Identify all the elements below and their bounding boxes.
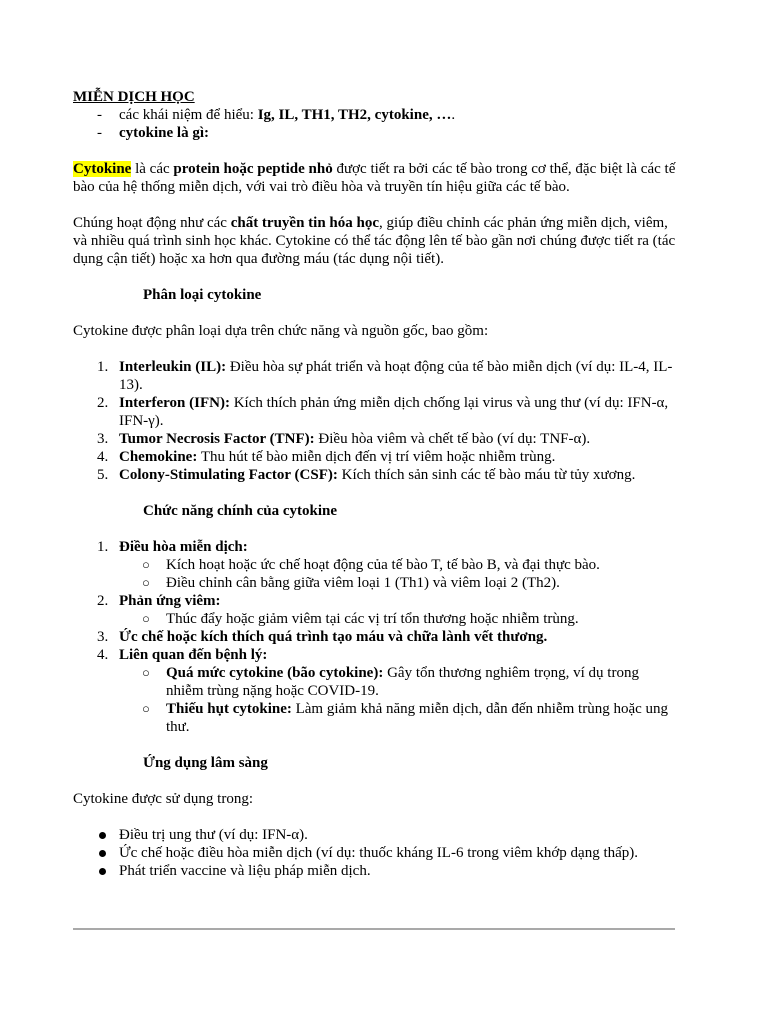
sub-list-item: ○ Thúc đẩy hoặc giảm viêm tại các vị trí tổn thương hoặc nhiễm trùng. — [142, 611, 579, 627]
definition-paragraph: Cytokine là các protein hoặc peptide nhỏ được tiết ra bởi các tế bào trong cơ thể, đặc biệt là các tế bào của hệ thống miễn dịch, với vai trò điều hòa và truyền tín hiệu giữa các tế bào. — [73, 161, 676, 195]
functions-list — [73, 538, 679, 736]
document-title: MIỄN DỊCH HỌC — [73, 89, 195, 105]
list-item: 4. Liên quan đến bệnh lý: ○ Quá mức cytokine (bão cytokine): Gây tổn thương nghiêm trọng, ví dụ trong nhiễm trùng nặng hoặc COVID-19. ○ Thiếu hụt cytokine: Làm giảm khả năng miễn dịch, dẫn đến nhiễm trùng hoặc ung thư. — [73, 646, 679, 736]
highlighted-term: Cytokine — [73, 161, 132, 177]
list-item: 5. Colony-Stimulating Factor (CSF): Kích thích sản sinh các tế bào máu từ tủy xương. — [97, 467, 636, 483]
classification-list — [73, 358, 679, 484]
list-item: - các khái niệm để hiểu: Ig, IL, TH1, TH2, cytokine, …. — [97, 107, 456, 123]
sub-list-item: ○ Quá mức cytokine (bão cytokine): Gây tổn thương nghiêm trọng, ví dụ trong nhiễm trùng nặng hoặc COVID-19. — [142, 665, 639, 699]
list-item: - cytokine là gì: — [97, 125, 209, 141]
list-item: 2. Phản ứng viêm: ○ Thúc đẩy hoặc giảm viêm tại các vị trí tổn thương hoặc nhiễm trùng. — [73, 592, 679, 628]
list-item: 3. Tumor Necrosis Factor (TNF): Điều hòa viêm và chết tế bào (ví dụ: TNF-α). — [97, 431, 591, 447]
list-item: 1. Điều hòa miễn dịch: ○ Kích hoạt hoặc ức chế hoạt động của tế bào T, tế bào B, và đại thực bào. ○ Điều chỉnh cân bằng giữa viêm loại 1 (Th1) và viêm loại 2 (Th2). — [73, 538, 679, 592]
list-item: 1. Interleukin (IL): Điều hòa sự phát triển và hoạt động của tế bào miễn dịch (ví dụ: IL-4, IL-13). — [97, 359, 673, 393]
list-item: 4. Chemokine: Thu hút tế bào miễn dịch đến vị trí viêm hoặc nhiễm trùng. — [97, 449, 556, 465]
document-body — [73, 88, 679, 880]
list-item: Ức chế hoặc điều hòa miễn dịch (ví dụ: thuốc kháng IL-6 trong viêm khớp dạng thấp). — [73, 844, 679, 862]
classification-intro: Cytokine được phân loại dựa trên chức năng và nguồn gốc, bao gồm: — [73, 323, 489, 339]
bullet-icon — [99, 850, 106, 857]
sub-list-item: ○ Thiếu hụt cytokine: Làm giảm khả năng miễn dịch, dẫn đến nhiễm trùng hoặc ung thư. — [142, 701, 669, 735]
bullet-icon — [99, 868, 106, 875]
list-item: 3. Ức chế hoặc kích thích quá trình tạo máu và chữa lành vết thương. — [97, 629, 548, 645]
bullet-icon — [99, 832, 106, 839]
list-item: 2. Interferon (IFN): Kích thích phản ứng miễn dịch chống lại virus và ung thư (ví dụ: IFN-α, IFN-γ). — [97, 395, 669, 429]
clinical-intro: Cytokine được sử dụng trong: — [73, 791, 254, 807]
section-heading-functions: Chức năng chính của cytokine — [143, 503, 338, 519]
sub-list-item: ○ Kích hoạt hoặc ức chế hoạt động của tế bào T, tế bào B, và đại thực bào. — [142, 557, 600, 573]
list-item: Điều trị ung thư (ví dụ: IFN-α). — [73, 826, 679, 844]
sub-list-item: ○ Điều chỉnh cân bằng giữa viêm loại 1 (Th1) và viêm loại 2 (Th2). — [142, 575, 560, 591]
horizontal-divider — [73, 928, 675, 930]
section-heading-clinical: Ứng dụng lâm sàng — [143, 755, 268, 771]
applications-list — [73, 826, 679, 880]
function-paragraph: Chúng hoạt động như các chất truyền tin hóa học, giúp điều chỉnh các phản ứng miễn dịch, viêm, và nhiều quá trình sinh học khác. Cytokine có thể tác động lên tế bào gần nơi chúng được tiết ra (tác dụng cận tiết) hoặc xa hơn qua đường máu (tác dụng nội tiết). — [73, 215, 676, 267]
list-item: Phát triển vaccine và liệu pháp miễn dịch. — [73, 862, 679, 880]
section-heading-classification: Phân loại cytokine — [143, 287, 262, 303]
intro-list — [73, 106, 679, 142]
